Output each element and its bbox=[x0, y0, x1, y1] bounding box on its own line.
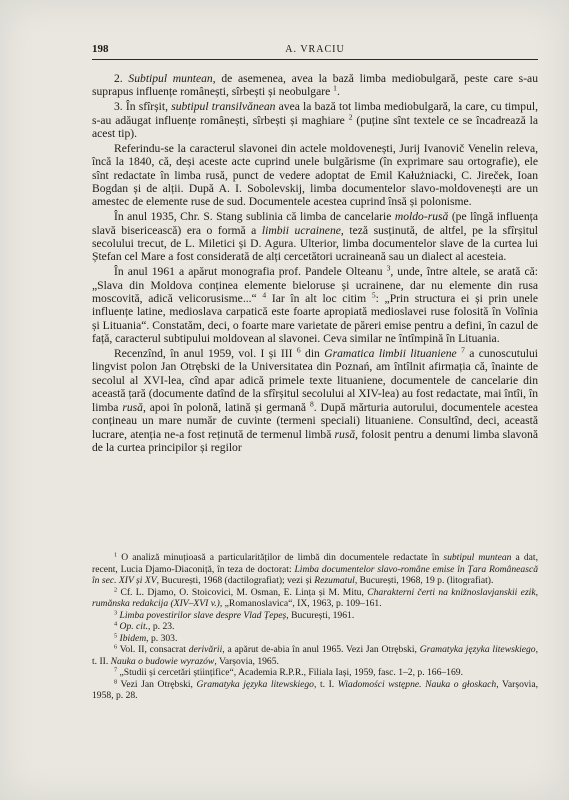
footnote bbox=[92, 679, 538, 702]
italic-text: Ibidem bbox=[119, 632, 147, 644]
text-run: din bbox=[300, 347, 325, 360]
text-run: . După mărturia autorului, documentele acestea conțineau un mare număr de cuvinte (termeni speciali) lituaniene. Consultînd, deci, această lucrare, atenția ne-a fost reținută de termenul limbă bbox=[92, 400, 538, 441]
text-run: , p. 23. bbox=[148, 621, 175, 632]
text-run: O analiză minuțioasă a particularităților de limbă din documentele redactate în bbox=[117, 552, 444, 563]
text-run: , București, 1968, 19 p. (litografiat). bbox=[354, 575, 494, 586]
text-run: (puține sînt textele ce se încadrează la acest tip). bbox=[92, 113, 538, 140]
italic-text: Gramatyka języka litewskiego bbox=[196, 678, 314, 690]
footnote-ref: 8 bbox=[309, 399, 314, 409]
text-run: , „Romanoslavica“, IX, 1963, p. 109–161. bbox=[219, 598, 382, 609]
text-run: , unde, între altele, se arată că: „Slava din Moldova conținea elemente bieloruse și ucrainene, dar nu elemente din rusa moscovită, adică velicorusisme...“ bbox=[92, 265, 538, 305]
italic-text: rusă bbox=[122, 400, 143, 414]
footnote-ref: 4 bbox=[114, 620, 118, 628]
text-run: În anul 1935, Chr. S. Stang sublinia că limba de cancelarie bbox=[114, 210, 395, 224]
footnote-ref: 2 bbox=[114, 585, 118, 593]
paragraph bbox=[92, 100, 538, 140]
footnote-ref: 8 bbox=[114, 677, 118, 685]
italic-text: Nauka o budowie wyrazów bbox=[110, 655, 215, 667]
text-run: , t. II. bbox=[92, 644, 539, 667]
footnote bbox=[92, 633, 538, 645]
text-run: , t. I. bbox=[313, 678, 338, 690]
italic-text: subtipul transilvănean bbox=[171, 100, 276, 114]
text-run: Recenzînd, în anul 1959, vol. I și III bbox=[114, 347, 297, 360]
italic-text: moldo-rusă bbox=[394, 210, 449, 224]
italic-text: Rezumatul bbox=[314, 575, 355, 586]
footnote-ref: 7 bbox=[461, 345, 465, 355]
text-run: , p. 303. bbox=[146, 632, 178, 644]
italic-text: Limba documentelor slavo-române emise în Țara Românească în sec. XIV și XV bbox=[92, 563, 538, 586]
footnote-ref: 1 bbox=[333, 83, 337, 93]
italic-text: Wiadomości wstępne. Nauka o głoskach bbox=[337, 678, 497, 690]
text-run: Referindu-se la caracterul slavonei din actele moldovenești, Jurij Ivanovič Venelin releva, încă la 1840, că, deși aceste acte cuprind unele bulgărisme (în exprimare sau ortografie), ele sînt redactate în limba rusă, punct de vedere adoptat de Emil Kałużniacki, C. Jireček, Ioan Bogdan și de alții. După A. I. Sobolevskij, limba documentelor slavo-moldovenești are un amestec de elemente ruse de sud. Documentele acestea cuprind însă și polonisme. bbox=[92, 141, 538, 209]
footnote bbox=[92, 552, 538, 587]
text-run: Iar în alt loc citim bbox=[266, 292, 372, 305]
footnote-ref: 6 bbox=[296, 345, 301, 355]
text-run: Vezi Jan Otrębski, bbox=[117, 678, 197, 690]
paragraph bbox=[92, 142, 538, 209]
page-number: 198 bbox=[92, 43, 109, 55]
footnote-ref: 5 bbox=[114, 631, 118, 639]
text-run: a dat, recent, Lucia Djamo-Diaconiță, în teza de doctorat: bbox=[92, 552, 538, 575]
footnote-ref: 5 bbox=[371, 290, 376, 300]
footnotes bbox=[92, 552, 538, 702]
footnote bbox=[92, 610, 538, 622]
footnote-ref: 3 bbox=[386, 263, 391, 273]
italic-text: Gramatica limbii lituaniene bbox=[324, 347, 457, 360]
text-run: În anul 1961 a apărut monografia prof. Pandele Olteanu bbox=[114, 265, 387, 279]
text-run: , folosit pentru a denumi limba slavonă de la curtea principilor și regilor bbox=[92, 427, 539, 455]
text-run: avea la bază tot limba mediobulgară, la care, cu timpul, s-au adăugat influențe românești, sîrbești și maghiare bbox=[92, 100, 538, 127]
italic-text: Op. cit. bbox=[119, 621, 149, 632]
text-run: . bbox=[336, 85, 340, 99]
text-run: 3. În sfîrșit, bbox=[114, 100, 172, 114]
paragraph bbox=[92, 265, 538, 346]
footnote-ref: 3 bbox=[114, 608, 118, 616]
paragraph bbox=[92, 72, 538, 99]
italic-text: rusă bbox=[334, 427, 356, 441]
footnote bbox=[92, 644, 538, 667]
text-run: , teză susținută, de altfel, pe la sfîrșitul secolului trecut, de L. Miletici și D. Agura. Ulterior, limba documentelor slave de la curtea lui Ștefan cel Mare a fost considerată de alți cercetători ucraineană sau un dialect al acesteia. bbox=[92, 223, 538, 264]
text-run: , București, 1961. bbox=[286, 609, 355, 621]
footnote-ref: 1 bbox=[114, 551, 118, 559]
text-run: , Varșovia, 1965. bbox=[214, 655, 279, 667]
text-run: : „Prin structura ei și prin unele influențe latine, medioslava carpatică este foarte apropiată medioslavei ruse folosită în Volînia și Lituania“. Constatăm, deci, o foarte mare varietate de păreri emise pentru a defini, în cazul de față, caracterul subtipului moldovean al slavonei. Ceva similar ne întîmpină în Lituania. bbox=[92, 292, 539, 346]
italic-text: Subtipul muntean bbox=[128, 72, 213, 85]
text-run: Cf. L. Djamo, O. Stoicovici, M. Osman, E. Lința și M. Mitu, bbox=[117, 586, 368, 598]
italic-text: Limba povestirilor slave despre Vlad Țepeș bbox=[119, 609, 287, 621]
footnote-ref: 7 bbox=[114, 666, 118, 674]
italic-text: Gramatyka języka litewskiego bbox=[419, 644, 536, 655]
running-header bbox=[92, 43, 538, 59]
text-run: , de asemenea, avea la bază limba mediobulgară, peste care s-au suprapus influențe românești, sîrbești și neobulgare bbox=[92, 72, 538, 99]
footnote bbox=[92, 621, 538, 633]
paragraph bbox=[92, 347, 538, 455]
italic-text: limbii ucrainene bbox=[261, 223, 341, 237]
text-run: , a apărut de-abia în anul 1965. Vezi Jan Otrębski, bbox=[222, 644, 420, 655]
text-run: a cunoscutului lingvist polon Jan Otrębski de la Universitatea din Poznań, am întîlnit afirmația că, înainte de secolul al XVI-lea, cînd apar adică primele texte lituaniene, documentele de cancelarie din această țară (documente datînd de la sfîrșitul secolului al XIV-lea) au fost redactate, mai întîi, în limba bbox=[92, 347, 538, 414]
text-run: „Studii și cercetări științifice“, Academia R.P.R., Filiala Iași, 1959, fasc. 1–2, p. 166–169. bbox=[117, 667, 463, 678]
italic-text: derivării bbox=[188, 644, 223, 655]
text-run: , apoi în polonă, latină și germană bbox=[142, 400, 310, 414]
header-rule bbox=[92, 59, 538, 60]
footnote-ref: 2 bbox=[348, 112, 353, 122]
paragraph bbox=[92, 210, 538, 264]
body-text bbox=[92, 72, 538, 456]
footnote bbox=[92, 667, 538, 679]
italic-text: Charakterni čerti na knižnoslavjanskii ezik, rumănska redakcija (XIV–XVI v.) bbox=[92, 586, 538, 609]
footnote-ref: 4 bbox=[262, 290, 267, 300]
running-author: A. VRACIU bbox=[285, 44, 345, 55]
text-run: , București, 1968 (dactilografiat); vezi și bbox=[156, 575, 315, 586]
text-run: , Varșovia, 1958, p. 28. bbox=[92, 678, 539, 701]
text-run: 2. bbox=[114, 72, 129, 85]
footnote-ref: 6 bbox=[114, 643, 118, 651]
text-run: (pe lîngă influența slavă bisericească) era o formă a bbox=[92, 210, 538, 237]
footnote bbox=[92, 587, 538, 610]
text-run: Vol. II, consacrat bbox=[117, 644, 189, 655]
italic-text: subtipul muntean bbox=[443, 552, 512, 563]
